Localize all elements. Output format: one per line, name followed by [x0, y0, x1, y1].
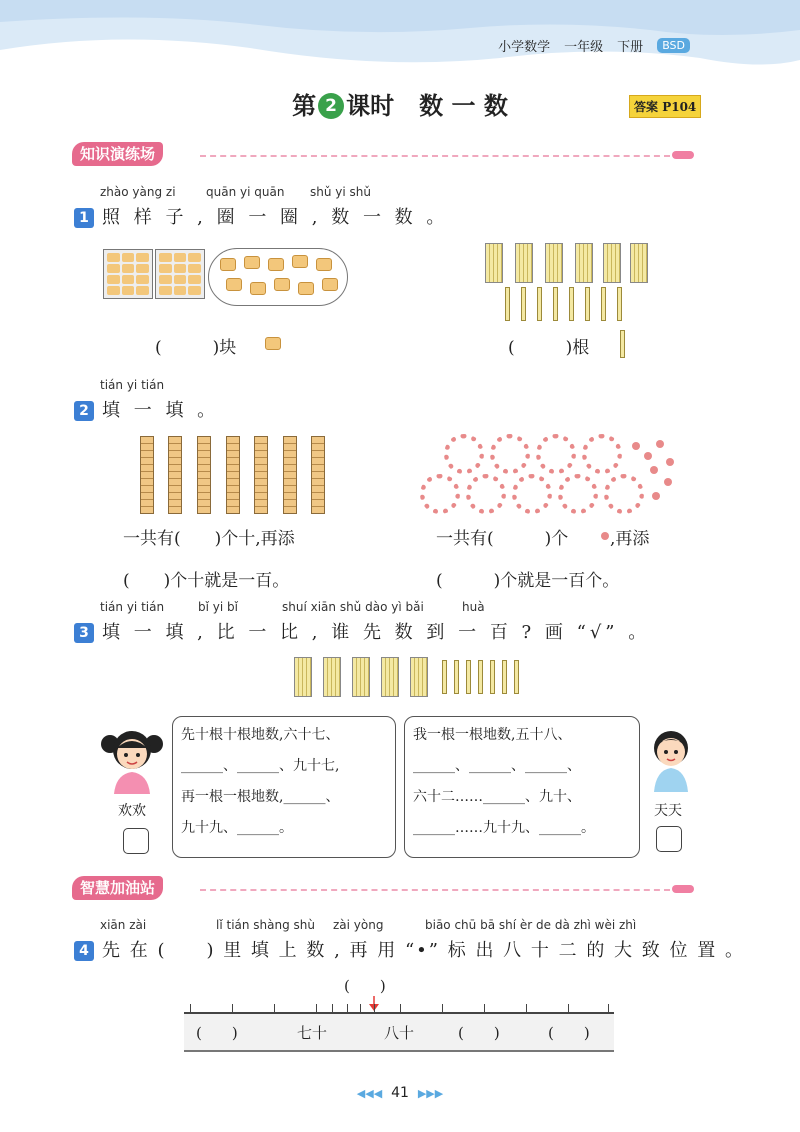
chocolate-piece	[226, 278, 242, 291]
q2-left-line2[interactable]: ( )个十就是一百。	[123, 571, 290, 591]
q1-blank-blocks[interactable]: ( )块	[155, 338, 237, 358]
page-number: 41	[391, 1085, 409, 1101]
tick	[347, 1004, 348, 1012]
tick	[608, 1004, 609, 1012]
tick	[316, 1004, 317, 1012]
q3-pinyin-3: shuí xiān shǔ dào yì bǎi	[282, 600, 424, 614]
tick	[190, 1004, 191, 1012]
girl-huanhuan-illustration	[100, 722, 164, 794]
tick	[274, 1004, 275, 1012]
q3-pinyin-4: huà	[462, 600, 485, 614]
single-stick	[569, 287, 574, 321]
bead-ring	[536, 434, 576, 474]
bead-icon	[601, 532, 609, 540]
tick	[360, 1004, 361, 1012]
stick-bundle	[381, 657, 399, 697]
q1-number: 1	[74, 208, 94, 228]
q2-prompt	[74, 396, 219, 422]
bubble-line[interactable]: ______、______、______、	[413, 758, 581, 774]
bead-ring	[466, 474, 506, 514]
tick	[400, 1004, 401, 1012]
ten-rod	[311, 436, 325, 514]
volume-label: 下册	[617, 40, 644, 55]
page-footer	[0, 1085, 800, 1101]
stick-bundle	[630, 243, 648, 283]
single-stick	[553, 287, 558, 321]
chocolate-piece	[298, 282, 314, 295]
q3-pinyin-1: tián yi tián	[100, 600, 165, 614]
bubble-text-tiantian	[413, 720, 595, 844]
tick	[374, 1004, 375, 1012]
single-stick	[442, 660, 447, 694]
chocolate-tray	[103, 249, 153, 299]
single-stick	[521, 287, 526, 321]
bubble-line[interactable]: ______……九十九、______。	[413, 820, 595, 836]
q1-blank-sticks[interactable]: ( )根	[508, 338, 590, 358]
right-arrows-icon: ▶▶▶	[417, 1087, 444, 1100]
single-stick	[490, 660, 495, 694]
chocolate-piece	[250, 282, 266, 295]
number-line-ticks	[184, 1004, 614, 1012]
q4-pinyin-2: lǐ tián shàng shù	[216, 918, 316, 932]
stick-bundle	[603, 243, 621, 283]
bead-ring	[604, 474, 644, 514]
section-divider-end	[672, 151, 694, 159]
lesson-suffix: 课时	[346, 91, 395, 120]
chocolate-tray	[155, 249, 205, 299]
answer-page: P104	[662, 100, 697, 114]
ten-rod	[197, 436, 211, 514]
kid-label-huanhuan: 欢欢	[118, 803, 146, 819]
ten-rod	[168, 436, 182, 514]
number-line-label[interactable]: ( )	[548, 1024, 590, 1042]
bubble-line[interactable]: 六十二……______、九十、	[413, 789, 581, 805]
bead-ring	[582, 434, 622, 474]
bead-ring	[490, 434, 530, 474]
single-stick	[502, 660, 507, 694]
q1-pinyin-3: shǔ yi shǔ	[310, 185, 371, 199]
tick	[568, 1004, 569, 1012]
number-line-label: 八十	[384, 1024, 415, 1042]
stick-bundle	[545, 243, 563, 283]
q2-right-line1[interactable]: 一共有( )个	[436, 529, 569, 549]
answer-label: 答案	[634, 100, 659, 114]
chocolate-piece	[316, 258, 332, 271]
check-box-huanhuan[interactable]	[123, 828, 149, 854]
q2-pinyin: tián yi tián	[100, 378, 165, 392]
chocolate-piece	[322, 278, 338, 291]
number-line-label[interactable]: ( )	[458, 1024, 500, 1042]
q3-pinyin-2: bǐ yi bǐ	[198, 600, 238, 614]
single-stick	[478, 660, 483, 694]
single-stick	[514, 660, 519, 694]
q3-number: 3	[74, 623, 94, 643]
bead	[650, 466, 658, 474]
chocolate-piece	[220, 258, 236, 271]
tick	[442, 1004, 443, 1012]
section-divider-end	[672, 885, 694, 893]
section-practice-header: 知识演练场	[72, 142, 163, 166]
number-line-label[interactable]: ( )	[196, 1024, 238, 1042]
boy-tiantian-illustration	[646, 722, 696, 792]
left-arrows-icon: ◀◀◀	[356, 1087, 383, 1100]
tick	[526, 1004, 527, 1012]
bead	[656, 440, 664, 448]
chocolate-piece	[244, 256, 260, 269]
bubble-line[interactable]: 再一根一根地数,______、	[181, 789, 340, 805]
lesson-prefix: 第	[292, 91, 317, 120]
section-divider	[200, 155, 670, 157]
tick	[484, 1004, 485, 1012]
stick-bundle	[575, 243, 593, 283]
bead-ring	[420, 474, 460, 514]
bead	[644, 452, 652, 460]
section-divider	[200, 889, 670, 891]
chocolate-piece	[268, 258, 284, 271]
single-stick	[466, 660, 471, 694]
ten-rod	[226, 436, 240, 514]
stick-bundle	[485, 243, 503, 283]
bead	[666, 458, 674, 466]
bubble-text-huanhuan	[181, 720, 339, 844]
chocolate-piece	[292, 255, 308, 268]
single-stick	[537, 287, 542, 321]
q1-pinyin-2: quān yi quān	[206, 185, 285, 199]
stick-bundle	[515, 243, 533, 283]
section-challenge-header: 智慧加油站	[72, 876, 163, 900]
tick	[332, 1004, 333, 1012]
single-stick	[617, 287, 622, 321]
single-stick	[585, 287, 590, 321]
q2-left-line1[interactable]: 一共有( )个十,再添	[123, 529, 295, 549]
bubble-line[interactable]: ______、______、九十七,	[181, 758, 340, 774]
stick-bundle	[410, 657, 428, 697]
q2-text: 填 一 填 。	[102, 400, 220, 421]
q2-number: 2	[74, 401, 94, 421]
single-stick	[601, 287, 606, 321]
stick-icon	[620, 330, 625, 358]
number-line-label: 七十	[297, 1024, 328, 1042]
q4-pinyin-3: zài yòng	[333, 918, 384, 932]
q4-prompt	[74, 936, 745, 962]
q3-text: 填 一 填 , 比 一 比 , 谁 先 数 到 一 百 ? 画 “√” 。	[102, 622, 651, 643]
check-box-tiantian[interactable]	[656, 826, 682, 852]
q1-prompt	[74, 203, 448, 229]
bead	[664, 478, 672, 486]
edition-badge: BSD	[657, 38, 690, 53]
bead-ring	[558, 474, 598, 514]
bead	[632, 442, 640, 450]
number-line-top-blank[interactable]: ( )	[344, 977, 386, 995]
number-line-axis	[184, 1012, 614, 1014]
kid-label-tiantian: 天天	[654, 803, 682, 819]
chocolate-piece-icon	[265, 337, 281, 350]
chocolate-piece	[274, 278, 290, 291]
bead	[652, 492, 660, 500]
q4-pinyin-4: biāo chū bā shí èr de dà zhì wèi zhì	[425, 918, 637, 932]
stick-bundle	[323, 657, 341, 697]
loose-chocolates-group	[208, 248, 348, 306]
bubble-line[interactable]: 九十九、______。	[181, 820, 293, 836]
book-info	[498, 36, 690, 55]
stick-bundle	[352, 657, 370, 697]
ten-rod	[254, 436, 268, 514]
subject-label: 小学数学	[498, 40, 551, 55]
q4-number: 4	[74, 941, 94, 961]
tick	[232, 1004, 233, 1012]
ten-rod	[283, 436, 297, 514]
single-stick	[505, 287, 510, 321]
q1-pinyin-1: zhào yàng zi	[100, 185, 176, 199]
bubble-line: 我一根一根地数,五十八、	[413, 727, 572, 743]
bubble-line: 先十根十根地数,六十七、	[181, 727, 340, 743]
single-stick	[454, 660, 459, 694]
answer-reference	[629, 95, 701, 118]
q2-right-line2[interactable]: ( )个就是一百个。	[436, 571, 620, 591]
lesson-name: 数 一 数	[419, 91, 508, 120]
bead-ring	[512, 474, 552, 514]
q1-text: 照 样 子 , 圈 一 圈 , 数 一 数 。	[102, 207, 449, 228]
q3-prompt	[74, 618, 650, 644]
q2-right-line1-end: ,再添	[610, 529, 650, 549]
lesson-number: 2	[318, 93, 344, 119]
stick-bundle	[294, 657, 312, 697]
q4-text: 先 在 ( ) 里 填 上 数 , 再 用 “•” 标 出 八 十 二 的 大 致 位 置 。	[102, 940, 745, 961]
bead-ring	[444, 434, 484, 474]
q4-pinyin-1: xiān zài	[100, 918, 147, 932]
grade-label: 一年级	[564, 40, 604, 55]
ten-rod	[140, 436, 154, 514]
